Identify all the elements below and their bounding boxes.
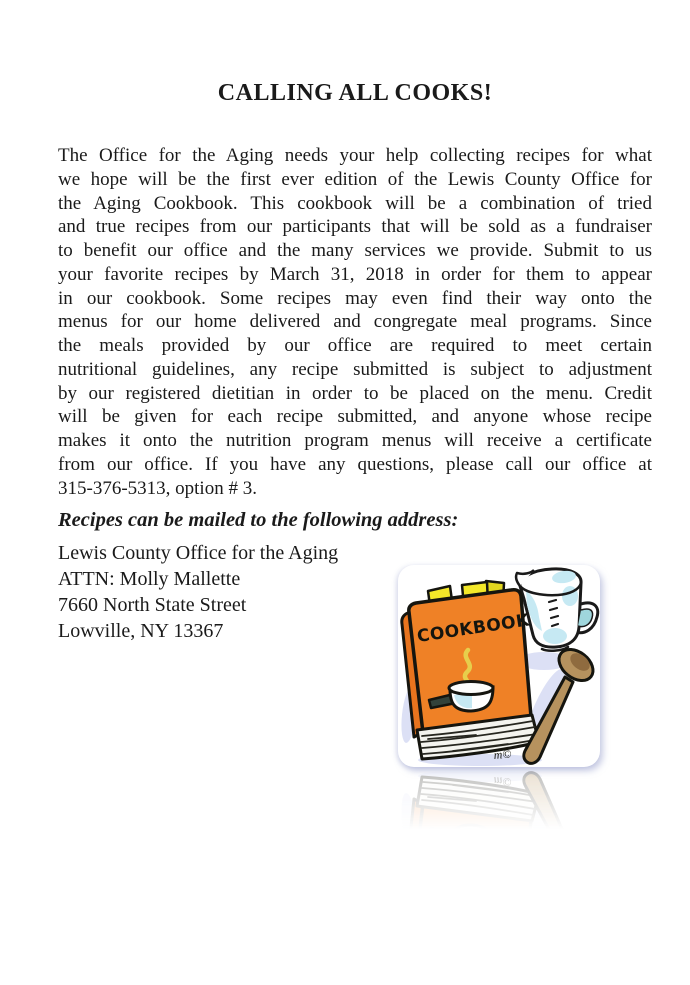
mailing-address bbox=[58, 540, 398, 644]
mailing-address-line: 7660 North State Street bbox=[58, 594, 247, 616]
mailing-address-line: ATTN: Molly Mallette bbox=[58, 568, 241, 590]
intro-paragraph-line: The Office for the Aging needs your help collecting recipes for what bbox=[58, 145, 652, 166]
mailing-address-heading: Recipes can be mailed to the following address: bbox=[58, 509, 459, 531]
intro-paragraph-line: makes it onto the nutrition program menus will receive a certificate bbox=[58, 430, 652, 451]
cookbook-clipart bbox=[398, 565, 600, 985]
cookbook-clipart-reflection bbox=[398, 769, 600, 971]
intro-paragraph-line: to benefit our office and the many services we provide. Submit to us bbox=[58, 240, 652, 261]
cookbook-clipart-card bbox=[398, 565, 600, 767]
intro-paragraph-line: the meals provided by our office are required to meet certain bbox=[58, 335, 652, 356]
intro-paragraph-line: by our registered dietitian in order to be placed on the menu. Credit bbox=[58, 382, 652, 404]
cookbook-icon bbox=[398, 565, 600, 767]
intro-paragraph-line: the Aging Cookbook. This cookbook will be a combination of tried bbox=[58, 192, 652, 214]
mailing-address-line: Lowville, NY 13367 bbox=[58, 620, 224, 642]
intro-paragraph-line: and true recipes from our participants that will be sold as a fundraiser bbox=[58, 216, 652, 238]
intro-paragraph bbox=[58, 144, 652, 500]
intro-paragraph-line: from our office. If you have any questions, please call our office at bbox=[58, 453, 652, 475]
intro-paragraph-line: 315-376-5313, option # 3. bbox=[58, 477, 257, 499]
intro-paragraph-line: will be given for each recipe submitted, and anyone whose recipe bbox=[58, 406, 652, 428]
intro-paragraph-line: in our cookbook. Some recipes may even find their way onto the bbox=[58, 287, 652, 309]
intro-paragraph-line: your favorite recipes by March 31, 2018 in order for them to appear bbox=[58, 263, 652, 285]
page-title: CALLING ALL COOKS! bbox=[217, 80, 493, 106]
intro-paragraph-line: menus for our home delivered and congregate meal programs. Since bbox=[58, 311, 652, 333]
mailing-address-line: Lewis County Office for the Aging bbox=[58, 542, 339, 564]
intro-paragraph-line: we hope will be the first ever edition of the Lewis County Office for bbox=[58, 168, 652, 190]
intro-paragraph-line: nutritional guidelines, any recipe submitted is subject to adjustment bbox=[58, 358, 652, 380]
